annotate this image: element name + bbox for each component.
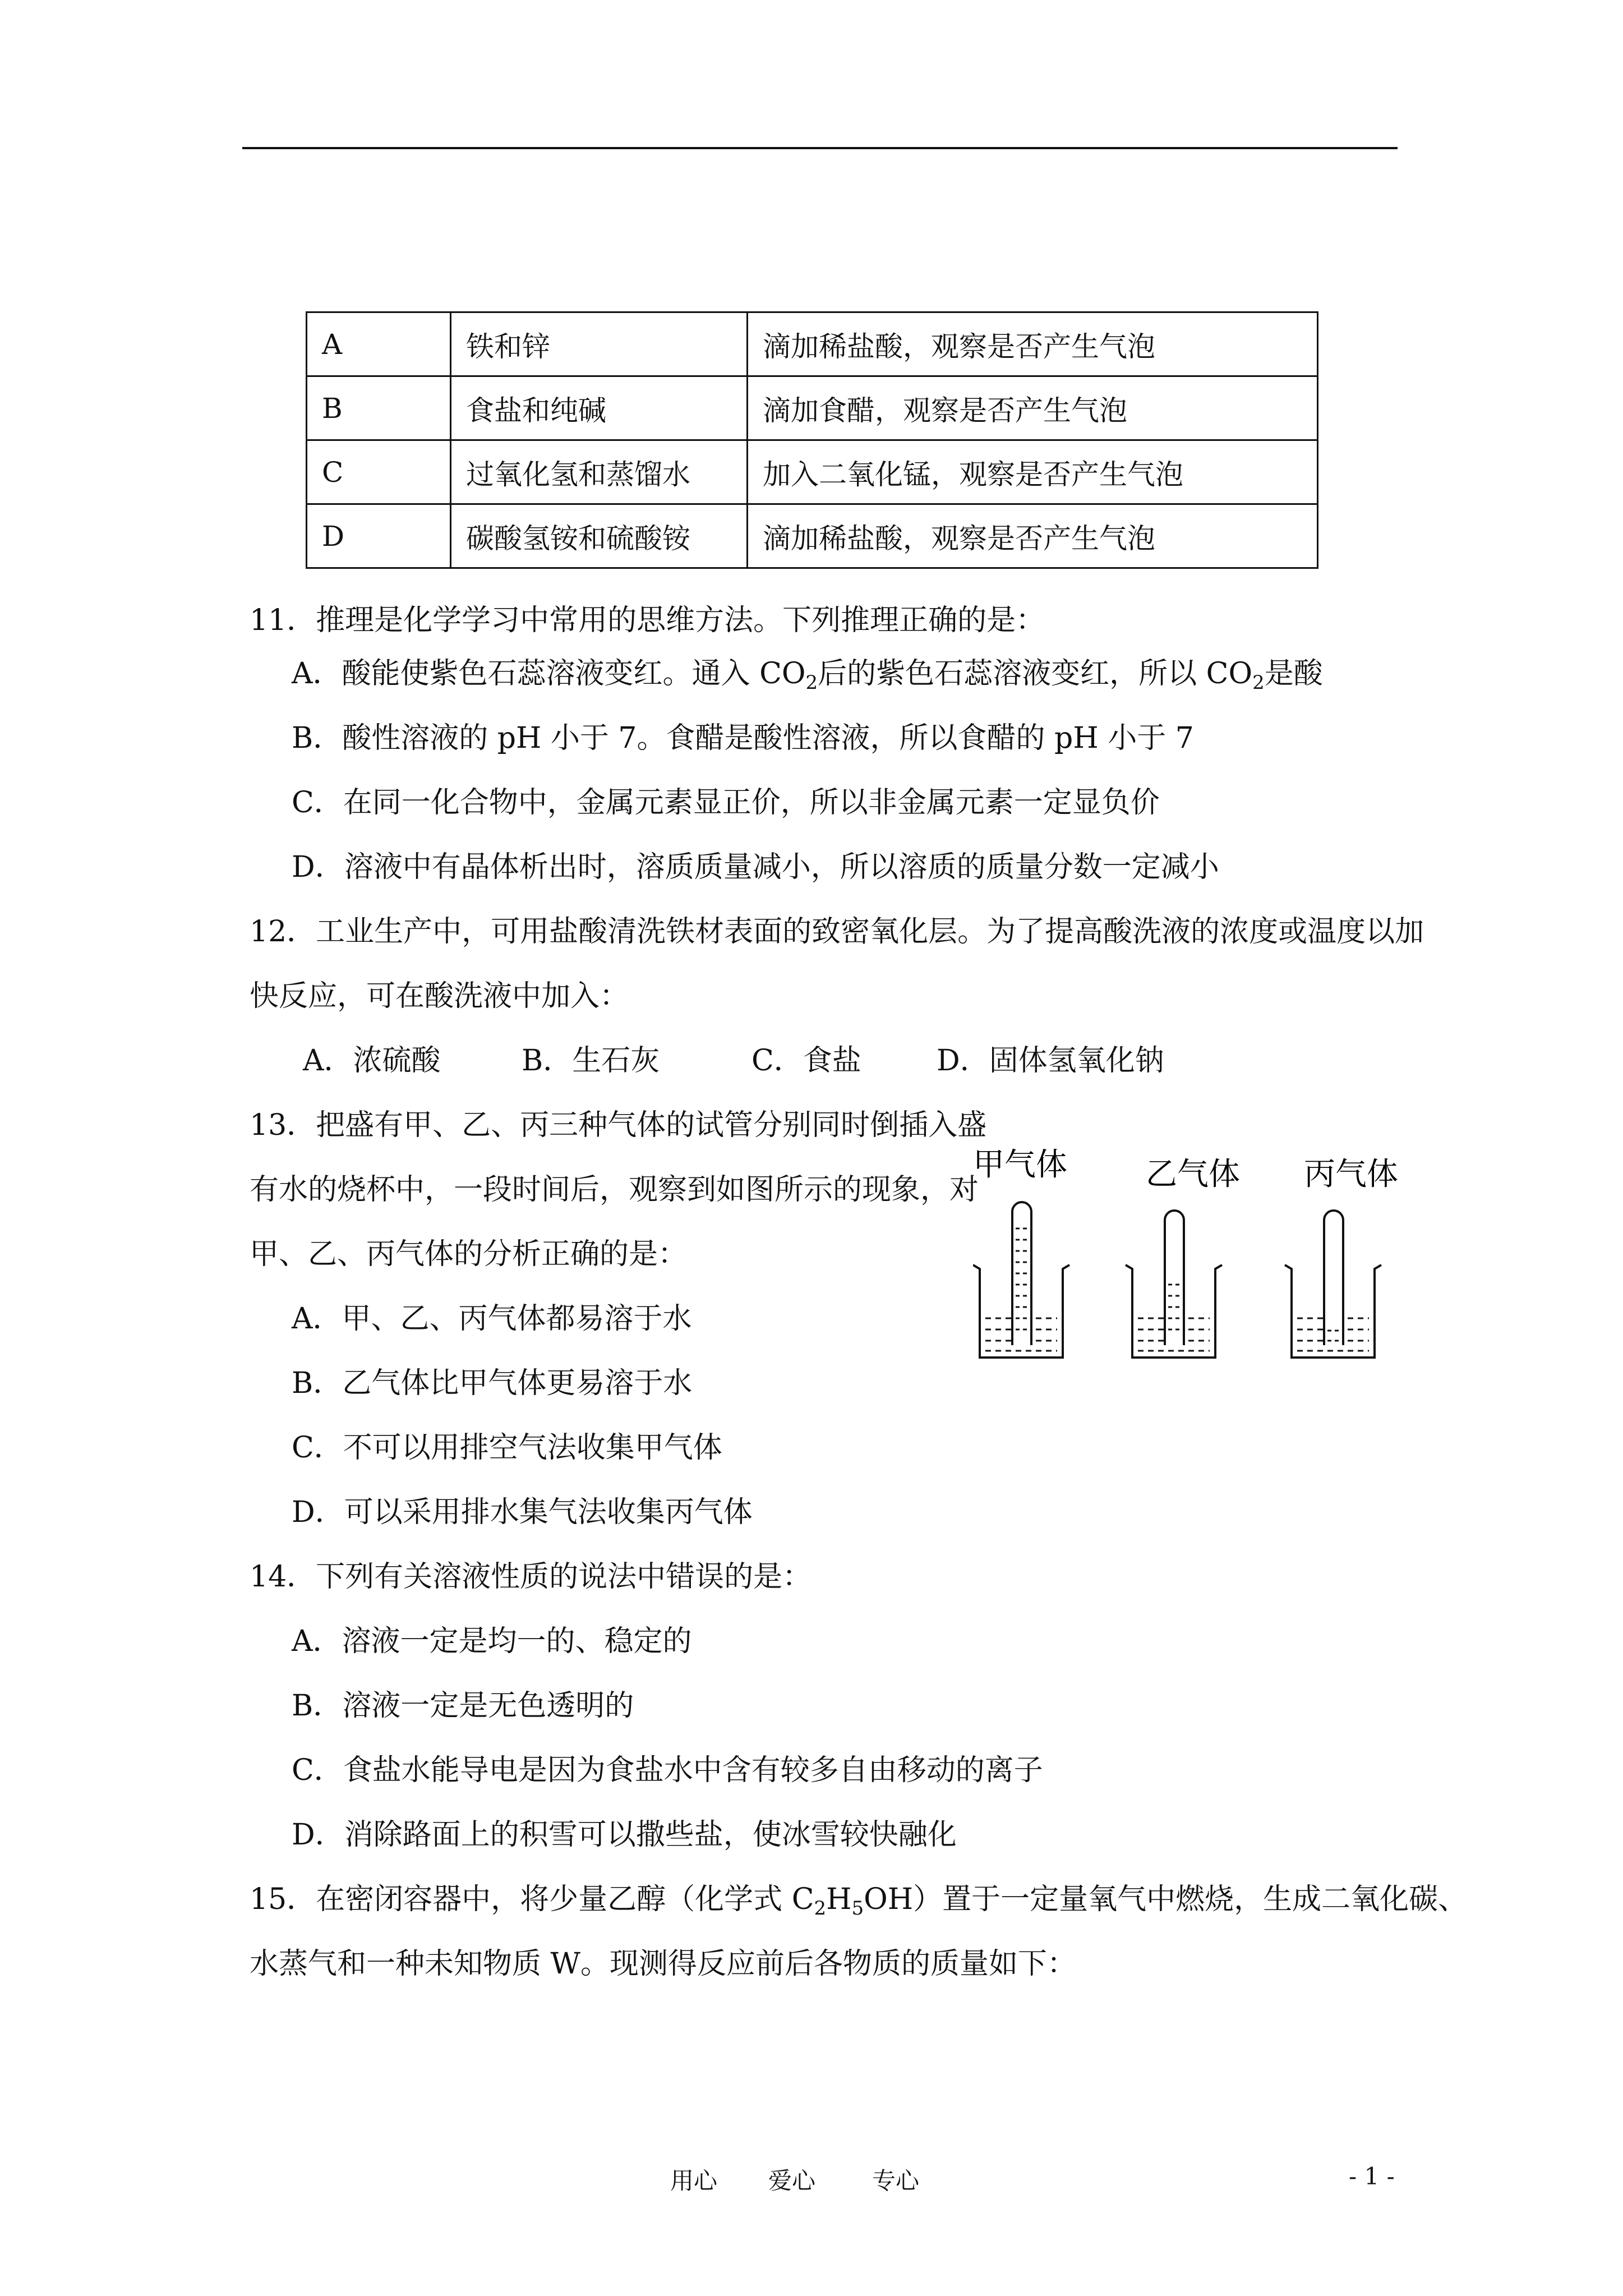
table-cell-method: 滴加稀盐酸，观察是否产生气泡 xyxy=(748,504,1318,568)
table-cell-id: C xyxy=(307,440,451,504)
beaker-bing xyxy=(1285,1211,1381,1358)
q15-post: OH）置于一定量氧气中燃烧，生成二氧化碳、 xyxy=(864,1883,1468,1916)
q14-option-d: D．消除路面上的积雪可以撒些盐，使冰雪较快融化 xyxy=(292,1818,957,1852)
table-row xyxy=(307,504,1318,568)
header-rule xyxy=(242,147,1398,149)
page-number: - 1 - xyxy=(1349,2162,1395,2190)
table-cell-method: 加入二氧化锰，观察是否产生气泡 xyxy=(748,440,1318,504)
table-row xyxy=(307,376,1318,440)
subscript: 2 xyxy=(805,671,818,694)
q12-option-b: B．生石灰 xyxy=(522,1044,660,1078)
q14-option-b: B．溶液一定是无色透明的 xyxy=(292,1689,634,1723)
q14-option-c: C．食盐水能导电是因为食盐水中含有较多自由移动的离子 xyxy=(292,1754,1043,1787)
q11-a-pre: A．酸能使紫色石蕊溶液变红。通入 CO xyxy=(292,657,806,691)
footer-motto-3: 专心 xyxy=(872,2167,920,2194)
figure-label-yi: 乙气体 xyxy=(1146,1156,1240,1193)
gas-tubes-figure xyxy=(973,1139,1410,1386)
subscript: 2 xyxy=(1252,671,1265,694)
q15-pre: 15．在密闭容器中，将少量乙醇（化学式 C xyxy=(250,1883,814,1916)
table-cell-method: 滴加食醋，观察是否产生气泡 xyxy=(748,376,1318,440)
q12-stem-line1: 12．工业生产中，可用盐酸清洗铁材表面的致密氧化层。为了提高酸洗液的浓度或温度以加 xyxy=(250,915,1424,949)
figure-label-jia: 甲气体 xyxy=(973,1147,1067,1183)
q11-option-d: D．溶液中有晶体析出时，溶质质量减小，所以溶质的质量分数一定减小 xyxy=(292,850,1219,884)
table-cell-substances: 铁和锌 xyxy=(451,312,748,376)
q13-stem-line1: 13．把盛有甲、乙、丙三种气体的试管分别同时倒插入盛 xyxy=(250,1108,987,1142)
table-row xyxy=(307,440,1318,504)
q13-option-a: A．甲、乙、丙气体都易溶于水 xyxy=(292,1302,692,1336)
q11-option-a xyxy=(292,657,1323,694)
table-cell-substances: 碳酸氢铵和硫酸铵 xyxy=(451,504,748,568)
q13-option-b: B．乙气体比甲气体更易溶于水 xyxy=(292,1366,693,1400)
q13-stem-line2: 有水的烧杯中，一段时间后，观察到如图所示的现象，对 xyxy=(250,1173,979,1207)
q12-stem-line2: 快反应，可在酸洗液中加入： xyxy=(250,979,629,1013)
footer-motto-2: 爱心 xyxy=(768,2167,816,2194)
options-table xyxy=(306,311,1318,569)
beaker-jia xyxy=(973,1202,1069,1358)
q12-option-d: D．固体氢氧化钠 xyxy=(937,1044,1164,1078)
q15-stem-line1 xyxy=(250,1883,1468,1920)
subscript: 5 xyxy=(851,1897,864,1920)
footer-motto-1: 用心 xyxy=(670,2167,718,2194)
figure-label-bing: 丙气体 xyxy=(1304,1156,1398,1193)
q11-stem: 11．推理是化学学习中常用的思维方法。下列推理正确的是： xyxy=(250,604,1045,637)
q14-stem: 14．下列有关溶液性质的说法中错误的是： xyxy=(250,1560,812,1594)
q13-option-d: D．可以采用排水集气法收集丙气体 xyxy=(292,1496,753,1529)
q15-stem-line2: 水蒸气和一种未知物质 W。现测得反应前后各物质的质量如下： xyxy=(250,1947,1076,1981)
beaker-yi xyxy=(1126,1211,1222,1358)
table-cell-id: B xyxy=(307,376,451,440)
q11-option-c: C．在同一化合物中，金属元素显正价，所以非金属元素一定显负价 xyxy=(292,786,1160,820)
table-cell-substances: 食盐和纯碱 xyxy=(451,376,748,440)
q11-a-mid: 后的紫色石蕊溶液变红，所以 CO xyxy=(818,657,1253,691)
q13-option-c: C．不可以用排空气法收集甲气体 xyxy=(292,1431,722,1465)
subscript: 2 xyxy=(814,1897,827,1920)
table-cell-substances: 过氧化氢和蒸馏水 xyxy=(451,440,748,504)
table-cell-id: D xyxy=(307,504,451,568)
q15-h: H xyxy=(826,1883,852,1916)
q14-option-a: A．溶液一定是均一的、稳定的 xyxy=(292,1625,692,1658)
q11-a-post: 是酸 xyxy=(1264,657,1323,691)
q12-option-a: A．浓硫酸 xyxy=(303,1044,441,1078)
table-row xyxy=(307,312,1318,376)
table-cell-id: A xyxy=(307,312,451,376)
q13-stem-line3: 甲、乙、丙气体的分析正确的是： xyxy=(250,1237,688,1271)
q11-option-b: B．酸性溶液的 pH 小于 7。食醋是酸性溶液，所以食醋的 pH 小于 7 xyxy=(292,721,1194,755)
table-cell-method: 滴加稀盐酸，观察是否产生气泡 xyxy=(748,312,1318,376)
q12-option-c: C．食盐 xyxy=(751,1044,861,1078)
